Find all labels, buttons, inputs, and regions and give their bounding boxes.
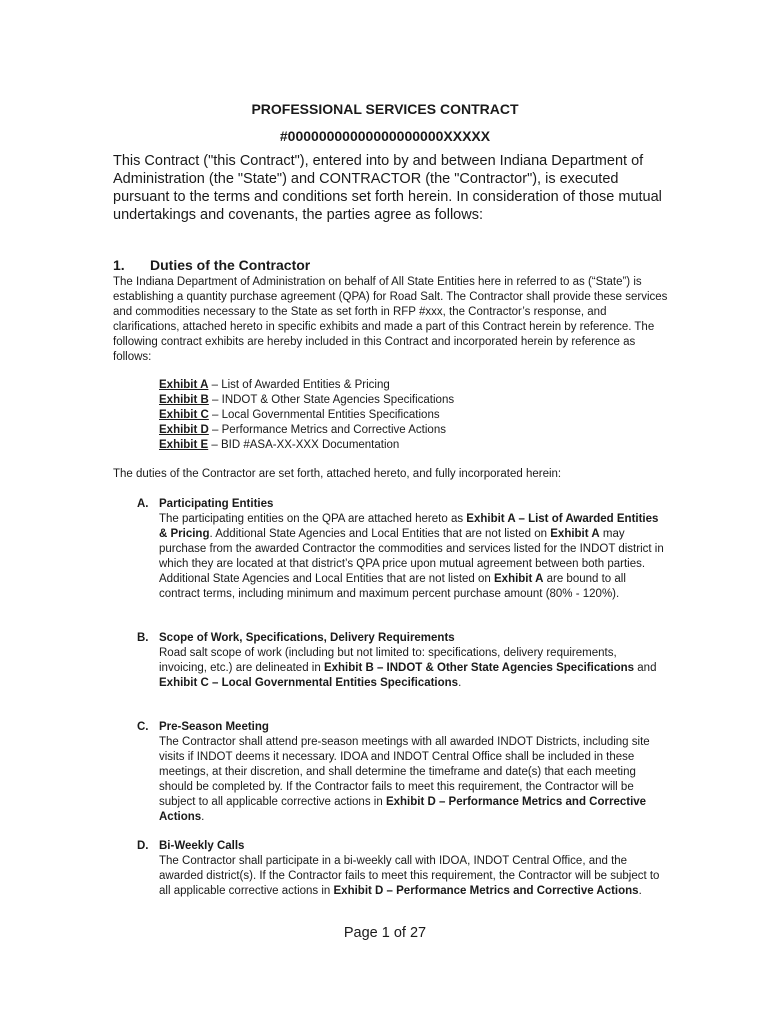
subsection-d (137, 839, 667, 899)
exhibit-text: – INDOT & Other State Agencies Specifications (208, 394, 455, 406)
exhibit-text: – Local Governmental Entities Specifications (208, 409, 440, 421)
section-title: Duties of the Contractor (150, 257, 311, 273)
section-1-heading (113, 257, 310, 273)
body-text: and (634, 662, 657, 674)
duties-line: The duties of the Contractor are set forth, attached hereto, and fully incorporated herein: (113, 468, 562, 480)
body-text: . (458, 677, 462, 689)
exhibit-text: – List of Awarded Entities & Pricing (208, 379, 390, 391)
section-1-body: The Indiana Department of Administration on behalf of All State Entities here in referred to as (“State”) is establishing a quantity purchase agreement (QPA) for Road Salt. The Contractor shall provide these services and commodities necessary to the State as set forth in RFP #xxx, the Contractor’s response, and clarifications, attached hereto in specific exhibits and made a part of this Contract herein by reference. The following contract exhibits are hereby included in this Contract and incorporated herein by reference as follows: (113, 276, 668, 363)
subsection-body (159, 512, 667, 602)
subsection-heading: Bi-Weekly Calls (159, 840, 245, 852)
body-text: . (201, 811, 205, 823)
exhibit-item (159, 408, 454, 423)
exhibit-item (159, 393, 454, 408)
page-footer: Page 1 of 27 (343, 925, 427, 941)
subsection-body (159, 854, 667, 899)
exhibit-reference: Exhibit D – Performance Metrics and Corrective Actions (333, 885, 639, 897)
exhibit-item (159, 378, 454, 393)
subsection-b (137, 631, 667, 691)
subsection-heading: Participating Entities (159, 498, 274, 510)
exhibit-label: Exhibit A (159, 379, 209, 391)
exhibit-item (159, 438, 454, 453)
exhibit-item (159, 423, 454, 438)
exhibit-label: Exhibit D (159, 424, 209, 436)
body-text: . (638, 885, 642, 897)
body-text: The Contractor shall participate in a bi-weekly call with IDOA, INDOT Central Office, and the awarded district(s). If the Contractor fails to meet this requirement, the Contractor will be subject to all applicable corrective actions in (159, 855, 660, 897)
subsection-c (137, 720, 667, 825)
exhibit-label: Exhibit B (159, 394, 209, 406)
subsection-letter: D. (137, 840, 149, 852)
section-number: 1. (113, 257, 125, 273)
body-text: are bound to all contract terms, including minimum and maximum percent purchase amount (80% - 120%). (159, 573, 626, 600)
subsection-letter: A. (137, 498, 149, 510)
contract-title: PROFESSIONAL SERVICES CONTRACT (251, 101, 519, 117)
exhibit-reference: Exhibit C – Local Governmental Entities Specifications (159, 677, 459, 689)
body-text: may purchase from the awarded Contractor the commodities and services listed for the INDOT district in which they are located at that district’s QPA price upon mutual agreement between both parties. Additional State Agencies and Local Entities that are not listed on (159, 528, 664, 585)
exhibit-reference: Exhibit A (550, 528, 600, 540)
subsection-body (159, 735, 667, 825)
body-text: Road salt scope of work (including but not limited to: specifications, delivery requirements, invoicing, etc.) are delineated in (159, 647, 617, 674)
body-text: . Additional State Agencies and Local Entities that are not listed on (209, 528, 551, 540)
subsection-a (137, 497, 667, 602)
subsection-heading: Scope of Work, Specifications, Delivery Requirements (159, 632, 455, 644)
exhibit-text: – Performance Metrics and Corrective Actions (208, 424, 446, 436)
subsection-letter: C. (137, 721, 149, 733)
exhibit-reference: Exhibit A – List of Awarded Entities & Pricing (159, 513, 659, 540)
exhibit-reference: Exhibit D – Performance Metrics and Corrective Actions (159, 796, 647, 823)
exhibit-label: Exhibit E (159, 439, 209, 451)
subsection-heading: Pre-Season Meeting (159, 721, 269, 733)
exhibit-text: – BID #ASA-XX-XXX Documentation (208, 439, 400, 451)
exhibit-reference: Exhibit B – INDOT & Other State Agencies Specifications (323, 662, 635, 674)
subsection-letter: B. (137, 632, 149, 644)
subsection-body (159, 646, 667, 691)
body-text: The participating entities on the QPA are attached hereto as (159, 513, 467, 525)
contract-number: #00000000000000000000XXXXX (279, 128, 491, 144)
exhibit-list (159, 378, 454, 453)
body-text: The Contractor shall attend pre-season meetings with all awarded INDOT Districts, including site visits if INDOT deems it necessary. IDOA and INDOT Central Office shall be included in these meetings, at their discretion, and shall determine the timeframe and date(s) that each meeting should be completed by. If the Contractor fails to meet this requirement, the Contractor will be subject to all applicable corrective actions in (159, 736, 650, 808)
intro-paragraph: This Contract ("this Contract"), entered into by and between Indiana Department of Administration (the "State") and CONTRACTOR (the "Contractor"), is executed pursuant to the terms and conditions set forth herein. In consideration of those mutual undertakings and covenants, the parties agree as follows: (113, 153, 662, 223)
exhibit-reference: Exhibit A (494, 573, 544, 585)
exhibit-label: Exhibit C (159, 409, 209, 421)
